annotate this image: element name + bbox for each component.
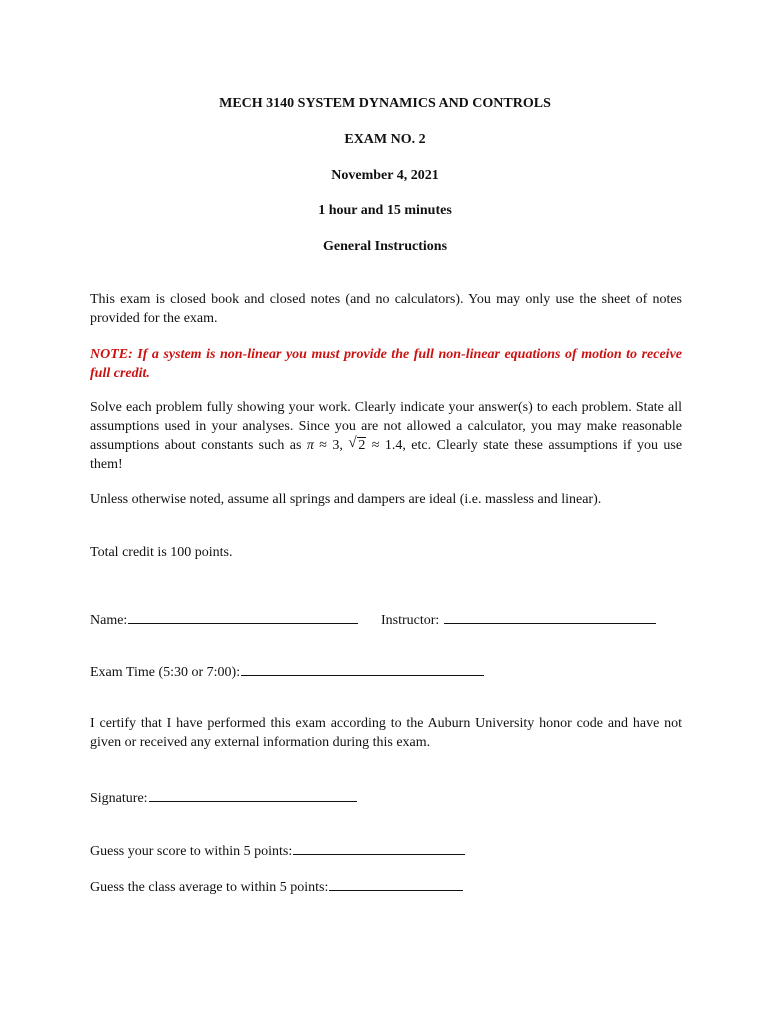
sqrt-argument: 2 <box>358 438 366 453</box>
pi-symbol: π <box>306 438 314 453</box>
instructor-label: Instructor: <box>381 613 440 628</box>
springs-dampers-paragraph: Unless otherwise noted, assume all springs and dampers are ideal (i.e. massless and linear). <box>90 492 602 507</box>
guess-average-blank[interactable] <box>329 876 463 891</box>
exam-number: EXAM NO. 2 <box>344 132 426 147</box>
name-blank[interactable] <box>128 609 358 624</box>
exam-duration: 1 hour and 15 minutes <box>318 203 452 218</box>
exam-date: November 4, 2021 <box>331 168 439 183</box>
signature-blank[interactable] <box>149 787 357 802</box>
sqrt-symbol: √ 2 <box>348 435 366 453</box>
closed-book-paragraph: This exam is closed book and closed notes (and no calculators). You may only use the sheet of notes provided for the exam. <box>90 292 682 326</box>
signature-field <box>90 787 357 808</box>
instructions-heading: General Instructions <box>322 239 448 254</box>
assumptions-text: etc. Clearly state these assumptions if you use them! <box>90 438 683 472</box>
pi-approx: ≈ 3, <box>319 438 343 453</box>
course-title: MECH 3140 SYSTEM DYNAMICS AND CONTROLS <box>219 96 551 111</box>
guess-score-blank[interactable] <box>293 840 465 855</box>
total-credit: Total credit is 100 points. <box>90 545 233 560</box>
nonlinear-note: NOTE: If a system is non-linear you must provide the full non-linear equations of motion to receive full credit. <box>90 347 682 381</box>
guess-average-field <box>90 876 463 897</box>
honor-code-certification: I certify that I have performed this exam according to the Auburn University honor code and have not given or received any external information during this exam. <box>90 716 682 750</box>
guess-score-label: Guess your score to within 5 points: <box>90 844 293 859</box>
exam-time-field <box>90 661 484 682</box>
guess-average-label: Guess the class average to within 5 points: <box>90 880 329 895</box>
solve-text: Solve each problem fully showing your work. Clearly indicate your answer(s) to each problem. State all assumptions used in your analyses. Since you are not allowed a calculator, you may make reasonable assumptions about constants such as <box>90 400 682 453</box>
name-label: Name: <box>90 613 128 628</box>
sqrt-approx: ≈ 1.4, <box>371 438 406 453</box>
exam-time-label: Exam Time (5:30 or 7:00): <box>90 665 241 680</box>
instructor-field <box>381 609 656 630</box>
guess-score-field <box>90 840 465 861</box>
signature-label: Signature: <box>90 791 148 806</box>
solve-paragraph <box>90 398 682 474</box>
exam-time-blank[interactable] <box>241 661 484 676</box>
instructor-blank[interactable] <box>444 609 656 624</box>
name-field <box>90 609 358 630</box>
